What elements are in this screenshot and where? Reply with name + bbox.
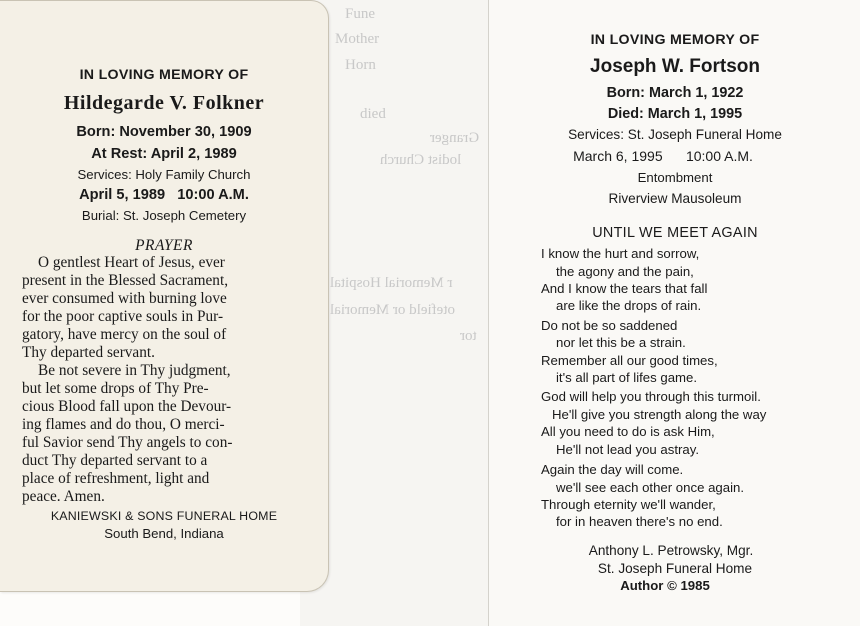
mausoleum-name: Riverview Mausoleum — [608, 191, 742, 206]
poem-line: I know the hurt and sorrow, — [541, 246, 700, 261]
bleed-text: Granger — [430, 130, 480, 146]
prayer-line: Thy departed servant. — [22, 344, 155, 361]
services-location: Services: St. Joseph Funeral Home — [568, 127, 782, 142]
prayer-line: place of refreshment, light and — [22, 470, 210, 487]
poem-title: UNTIL WE MEET AGAIN — [592, 225, 758, 241]
prayer-line: peace. Amen. — [22, 488, 105, 505]
poem-line: All you need to do is ask Him, — [541, 424, 715, 439]
service-date-time — [477, 148, 849, 164]
prayer-line: but let some drops of Thy Pre- — [22, 380, 209, 397]
poem-line: God will help you through this turmoil. — [541, 389, 761, 404]
prayer-line: present in the Blessed Sacrament, — [22, 272, 229, 289]
funeral-home-location: South Bend, Indiana — [104, 526, 224, 541]
service-date: March 6, 1995 — [573, 148, 663, 164]
poem-line: we'll see each other once again. — [556, 480, 744, 495]
poem-line: He'll not lead you astray. — [556, 442, 700, 457]
service-date: April 5, 1989 — [79, 187, 166, 203]
poem-line: the agony and the pain, — [556, 264, 694, 279]
bleed-text: Fune — [345, 6, 375, 22]
poem-line: Through eternity we'll wander, — [541, 497, 716, 512]
burial-location: Burial: St. Joseph Cemetery — [81, 208, 247, 223]
deceased-name: Hildegarde V. Folkner — [63, 92, 265, 114]
card-heading: IN LOVING MEMORY OF — [590, 32, 760, 48]
prayer-line: for the poor captive souls in Pur- — [22, 308, 224, 325]
poem-line: And I know the tears that fall — [541, 281, 708, 296]
prayer-line: gatory, have mercy on the soul of — [22, 326, 227, 343]
memorial-card-fortson — [488, 0, 860, 626]
funeral-home-name: KANIEWSKI & SONS FUNERAL HOME — [50, 509, 278, 523]
funeral-home-name: St. Joseph Funeral Home — [597, 561, 753, 576]
manager-name: Anthony L. Petrowsky, Mgr. — [588, 543, 754, 558]
prayer-line: O gentlest Heart of Jesus, ever — [38, 254, 225, 271]
poem-line: nor let this be a strain. — [556, 335, 686, 350]
poem-line: Remember all our good times, — [541, 353, 718, 368]
memorial-card-folkner — [0, 0, 329, 592]
bleed-text: Mother — [335, 31, 380, 47]
service-time: 10:00 A.M. — [685, 148, 753, 164]
poem-line: it's all part of lifes game. — [556, 370, 698, 385]
prayer-title: PRAYER — [135, 237, 193, 254]
poem-line: Do not be so saddened — [541, 318, 678, 333]
bleed-text: lodist Church — [380, 152, 462, 168]
service-date-time — [0, 187, 328, 203]
bleed-text: r Memorial Hospital — [330, 275, 453, 291]
entombment-label: Entombment — [637, 170, 713, 185]
poem-line: for in heaven there's no end. — [556, 514, 723, 529]
prayer-line: cious Blood fall upon the Devour- — [22, 398, 232, 415]
bleed-text: otefield or Memorial — [330, 302, 455, 318]
bleed-text: died — [360, 106, 386, 122]
birth-date: Born: November 30, 1909 — [76, 124, 252, 140]
prayer-line: Be not severe in Thy judgment, — [38, 362, 231, 379]
bleed-text: Horn — [345, 57, 376, 73]
poem-line: Again the day will come. — [541, 462, 684, 477]
services-location: Services: Holy Family Church — [77, 167, 251, 182]
death-date: Died: March 1, 1995 — [607, 106, 743, 122]
prayer-line: ing flames and do thou, O merci- — [22, 416, 225, 433]
prayer-line: ever consumed with burning love — [22, 290, 227, 307]
card-heading: IN LOVING MEMORY OF — [79, 67, 249, 83]
prayer-line: ful Savior send Thy angels to con- — [22, 434, 233, 451]
prayer-line: duct Thy departed servant to a — [22, 452, 208, 469]
service-time: 10:00 A.M. — [177, 187, 249, 203]
poem-line: He'll give you strength along the way — [552, 407, 767, 422]
author-credit: Author © 1985 — [620, 578, 710, 593]
poem-line: are like the drops of rain. — [556, 298, 702, 313]
rest-date: At Rest: April 2, 1989 — [91, 146, 237, 162]
deceased-name: Joseph W. Fortson — [590, 56, 760, 77]
birth-date: Born: March 1, 1922 — [606, 85, 744, 101]
bleed-text: tor — [460, 328, 477, 344]
